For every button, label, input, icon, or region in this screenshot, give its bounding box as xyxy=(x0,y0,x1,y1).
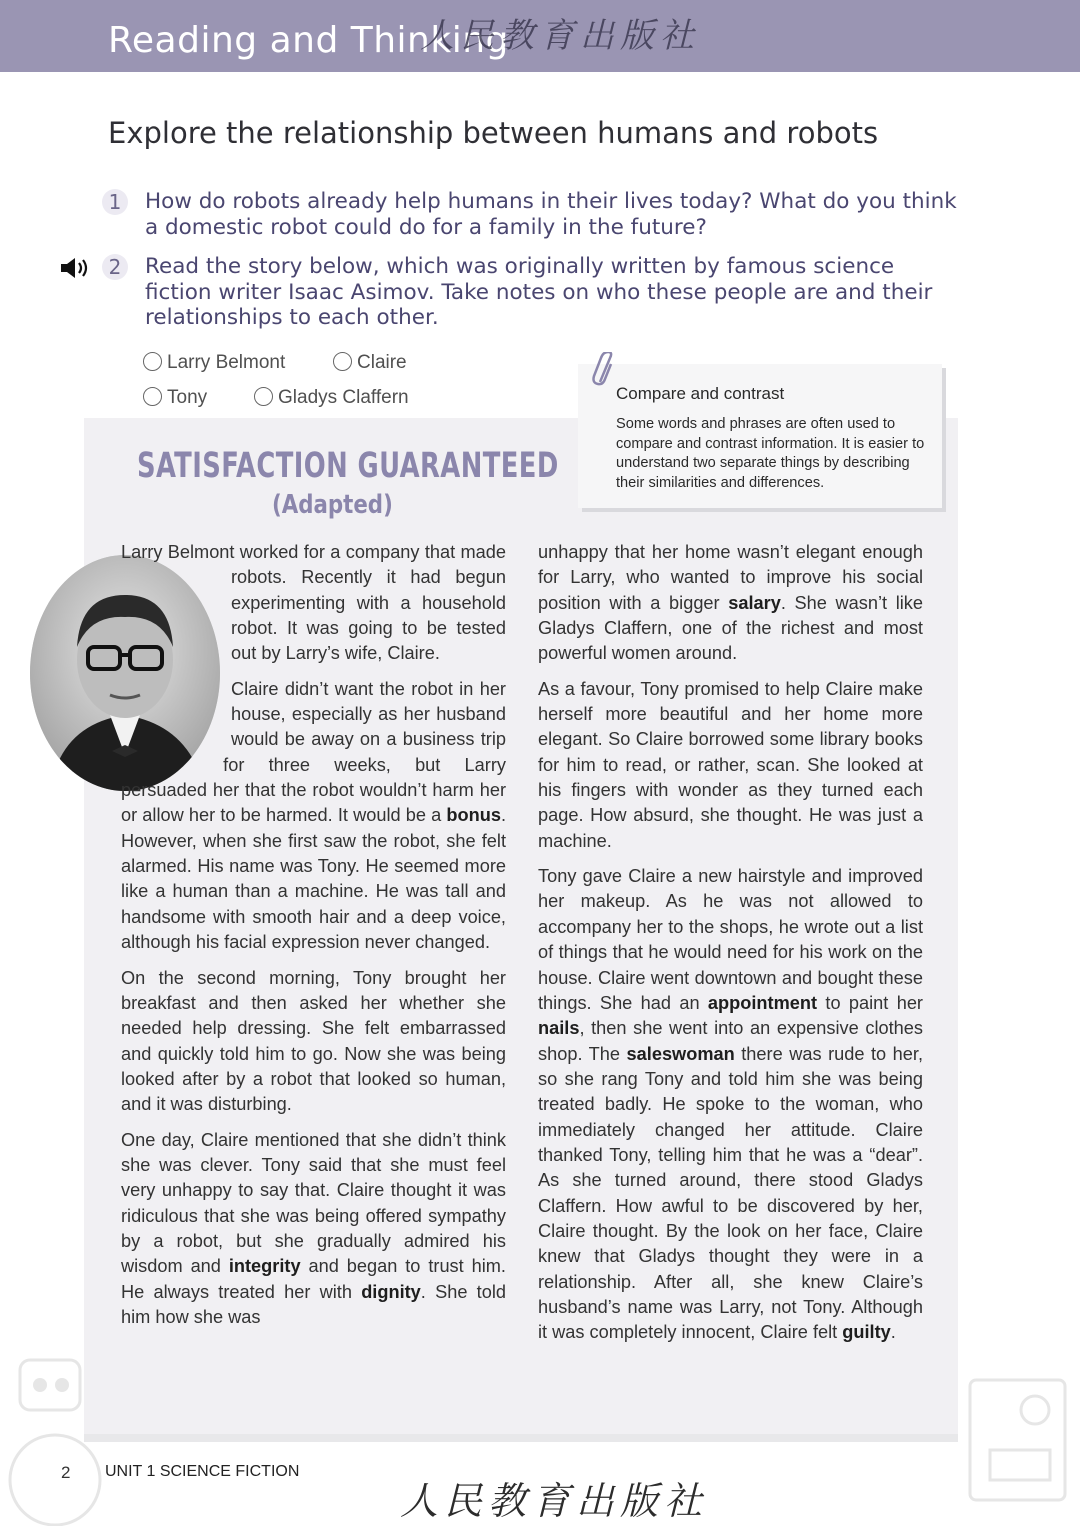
option-label: Tony xyxy=(167,387,208,408)
panel-shadow xyxy=(84,1434,958,1442)
option-label: Gladys Claffern xyxy=(278,387,409,408)
page-number: 2 xyxy=(61,1463,71,1482)
story-text: . She told him how she was xyxy=(121,1281,506,1327)
question-number: 2 xyxy=(102,254,128,280)
portrait-wrap-space xyxy=(31,544,231,794)
question-number: 1 xyxy=(102,189,128,215)
story-paragraph xyxy=(121,540,506,667)
radio-circle[interactable] xyxy=(143,352,162,371)
story-text: Tony gave Claire a new hairstyle and improved her makeup. As he was not allowed to accompany her to the shops, he wrote out a list of things that he would need for his work on the house. Claire went downtown and bought these things. She had an xyxy=(538,866,923,1013)
story-text: . However, when she first saw the robot, she felt alarmed. His name was Tony. He seemed more like a human than a machine. He was tall and handsome with smooth hair and a deep voice, although his facial expression never changed. xyxy=(121,805,506,953)
vocab-word: guilty xyxy=(842,1322,891,1343)
note-title: Compare and contrast xyxy=(616,384,785,403)
radio-circle[interactable] xyxy=(333,352,352,371)
question-text: Read the story below, which was originally written by famous science fiction writer Isaac Asimov. Take notes on who these people are and their relationships to each other. xyxy=(145,254,933,330)
story-paragraph xyxy=(538,677,923,854)
radio-circle[interactable] xyxy=(143,387,162,406)
section-title: Explore the relationship between humans and robots xyxy=(108,116,879,150)
audio-speaker-icon[interactable] xyxy=(60,257,92,283)
story-right-column xyxy=(538,540,923,1356)
option-gladys-claffern[interactable] xyxy=(254,387,409,409)
story-text: , then she went into an expensive clothes shop. The xyxy=(538,1018,923,1064)
vocab-word: salary xyxy=(728,592,781,613)
radio-circle[interactable] xyxy=(254,387,273,406)
option-larry-belmont[interactable] xyxy=(143,352,285,374)
story-text: Larry Belmont worked for a company that made robots. Recently it had begun experimenting with a household robot. It was going to be tested out by Larry’s wife, Claire. xyxy=(121,542,506,664)
robot-decoration-icon xyxy=(0,1340,120,1526)
option-label: Claire xyxy=(357,352,407,373)
story-text: Claire didn’t want the robot in her house, especially as her husband would be away on a business trip for three weeks, but Larry persuaded her that the robot wouldn’t harm her or allow her to be harmed. It would be a xyxy=(121,678,506,826)
vocab-word: nails xyxy=(538,1018,580,1039)
story-text: One day, Claire mentioned that she didn’t think she was clever. Tony said that she must feel very unhappy to say that. Claire thought it was ridiculous that she was being offered sympathy by a robot, but she gradually admired his wisdom and xyxy=(121,1129,506,1277)
story-subtitle: (Adapted) xyxy=(272,490,393,520)
unit-label: UNIT 1 SCIENCE FICTION xyxy=(105,1463,300,1480)
machine-decoration-icon xyxy=(960,1360,1080,1526)
story-text: there was rude to her, so she rang Tony and told him she was being treated badly. He spoke to the woman, who immediately changed her attitude. Claire thanked Tony, telling him that he was a “dear”. As she turned around, there stood Gladys Claffern. How awful to be discovered by her, Claire thought. By the look on her face, Claire knew that Gladys thought they were in a relationship. After all, she knew Claire’s husband’s name was Larry, not Tony. Although it was completely innocent, Claire felt xyxy=(538,1043,924,1343)
publisher-watermark-top: 人民教育出版社 xyxy=(420,16,700,56)
vocab-word: bonus xyxy=(446,805,501,826)
vocab-word: integrity xyxy=(228,1256,301,1277)
vocab-word: appointment xyxy=(707,992,818,1013)
vocab-word: saleswoman xyxy=(626,1043,735,1064)
story-paragraph xyxy=(538,540,923,667)
paperclip-icon xyxy=(592,352,618,388)
option-claire[interactable] xyxy=(333,352,407,374)
story-text: unhappy that her home wasn’t elegant enough for Larry, who wanted to improve his social position with a bigger xyxy=(538,542,923,613)
story-text: On the second morning, Tony brought her breakfast and then asked her whether she needed help dressing. She felt embarrassed and quickly told him to go. Now she was being looked after by a robot that looked so human, and it was disturbing. xyxy=(121,967,506,1115)
story-text: As a favour, Tony promised to help Claire make herself more beautiful and her home more elegant. So Claire borrowed some library books for him to read, or rather, scan. She looked at his fingers with wonder as they turned each page. How absurd, she thought. He was just a machine. xyxy=(538,678,923,851)
story-text: . xyxy=(890,1322,896,1343)
option-tony[interactable] xyxy=(143,387,207,409)
note-body: Some words and phrases are often used to compare and contrast information. It is easier to understand two separate things by describing their similarities and differences. xyxy=(616,416,925,491)
story-title: SATISFACTION GUARANTEED xyxy=(137,446,559,486)
story-paragraph xyxy=(121,1128,506,1331)
header-title: Reading and Thinking xyxy=(108,20,509,61)
publisher-watermark-bottom: 人民教育出版社 xyxy=(400,1479,709,1523)
story-text: and began to trust him. He always treated her with xyxy=(121,1256,506,1302)
story-left-column xyxy=(121,540,506,1340)
question-text: How do robots already help humans in their lives today? What do you think a domestic robot could do for a family in the future? xyxy=(145,189,957,240)
story-text: to paint her xyxy=(817,992,923,1013)
story-text: . She wasn’t like Gladys Claffern, one of the richest and most powerful women around. xyxy=(538,592,924,664)
story-paragraph xyxy=(121,966,506,1118)
vocab-word: dignity xyxy=(361,1281,421,1302)
story-paragraph xyxy=(538,864,923,1346)
option-label: Larry Belmont xyxy=(167,352,286,373)
